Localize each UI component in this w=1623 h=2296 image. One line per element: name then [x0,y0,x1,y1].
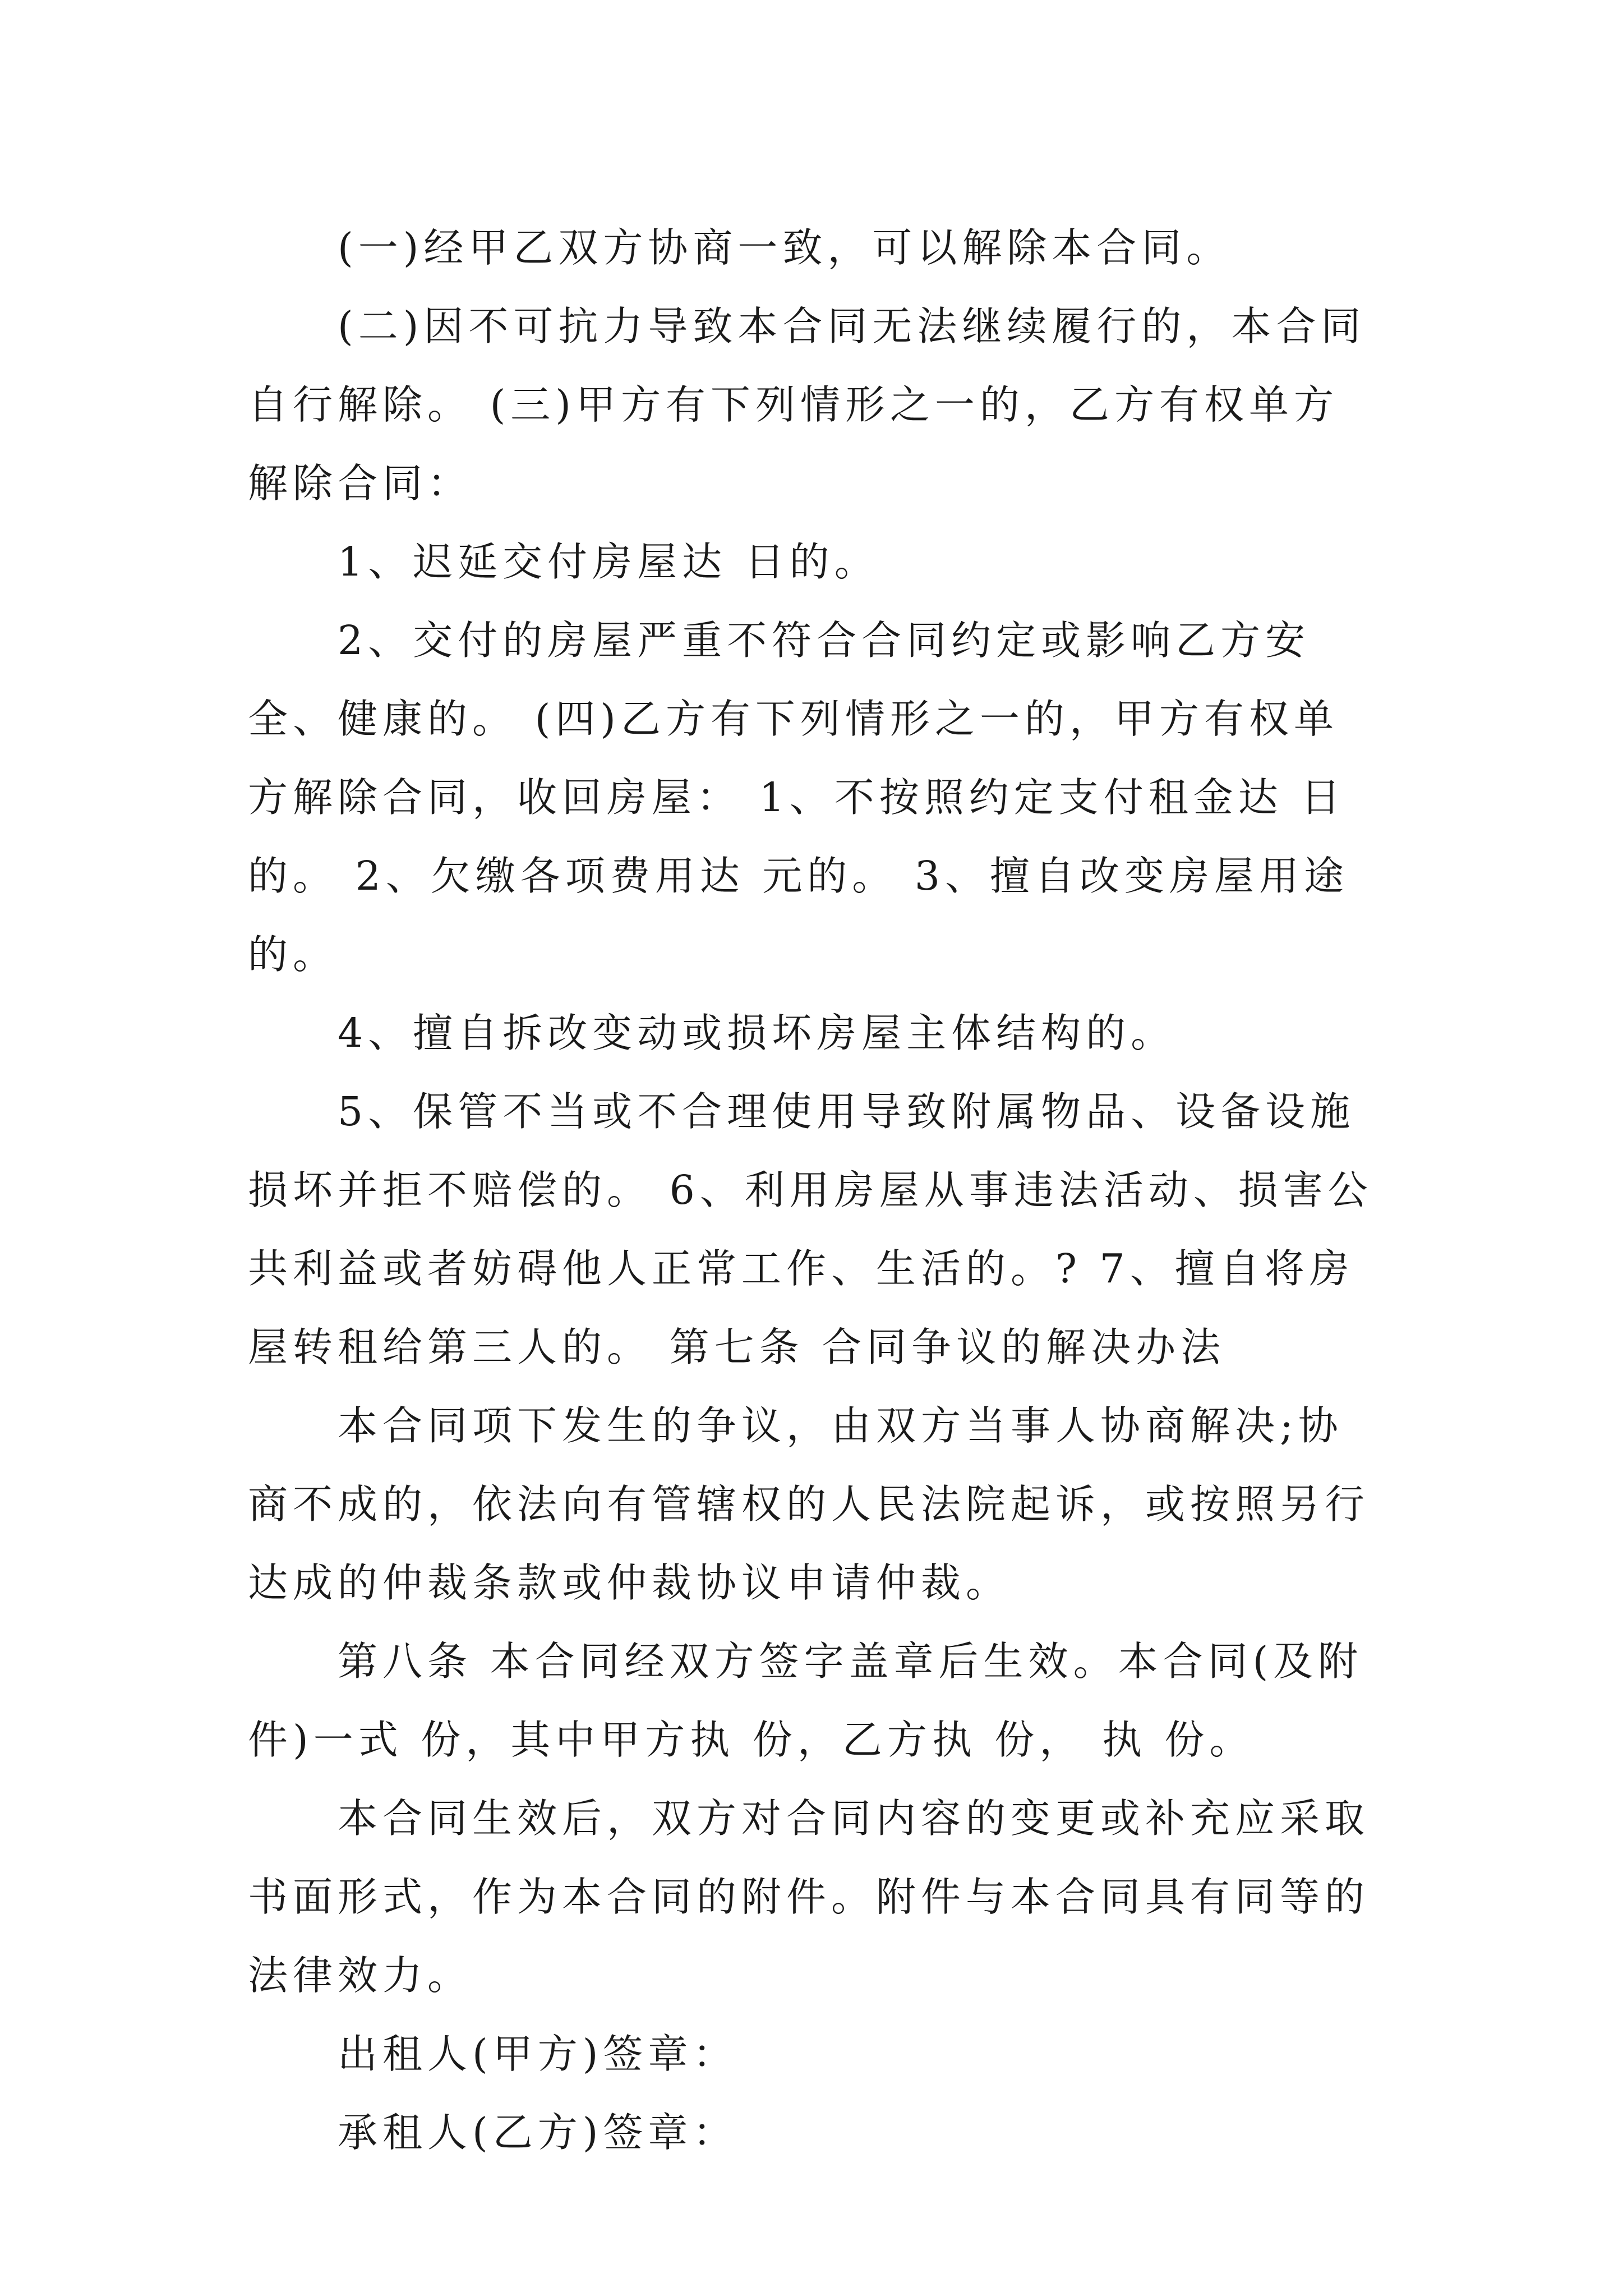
paragraph-amendments: 本合同生效后，双方对合同内容的变更或补充应采取书面形式，作为本合同的附件。附件与本合同具有同等的法律效力。 [248,1795,1370,1999]
signature-line-lessee: 承租人(乙方)签章： [338,2109,738,2156]
document-body [248,209,1375,2172]
paragraph-lessor-breach-and-lessee-breach: 2、交付的房屋严重不符合合同约定或影响乙方安全、健康的。 (四)乙方有下列情形之一的，甲方有权单方解除合同，收回房屋： 1、不按照约定支付租金达 日的。 2、欠缴各项费用达 元的。 3、擅自改变房屋用途的。 [248,617,1349,978]
paragraph-effectiveness-article: 第八条 本合同经双方签字盖章后生效。本合同(及附件)一式 份，其中甲方执 份，乙方执 份， 执 份。 [248,1638,1363,1763]
paragraph-force-majeure: (二)因不可抗力导致本合同无法继续履行的，本合同自行解除。 (三)甲方有下列情形之一的，乙方有权单方解除合同： [248,303,1366,507]
paragraph-structural-alteration: 4、擅自拆改变动或损坏房屋主体结构的。 [338,1010,1176,1056]
paragraph-termination-by-agreement: (一)经甲乙双方协商一致，可以解除本合同。 [338,224,1232,271]
paragraph-damage-and-dispute-heading: 5、保管不当或不合理使用导致附属物品、设备设施损坏并拒不赔偿的。 6、利用房屋从事违法活动、损害公共利益或者妨碍他人正常工作、生活的。? 7、擅自将房屋转租给第三人的。 第七条 合同争议的解决办法 [248,1088,1373,1370]
paragraph-dispute-resolution: 本合同项下发生的争议，由双方当事人协商解决;协商不成的，依法向有管辖权的人民法院起诉，或按照另行达成的仲裁条款或仲裁协议申请仲裁。 [248,1402,1370,1606]
signature-line-lessor: 出租人(甲方)签章： [338,2031,738,2077]
paragraph-delayed-delivery: 1、迟延交付房屋达 日的。 [338,539,879,585]
